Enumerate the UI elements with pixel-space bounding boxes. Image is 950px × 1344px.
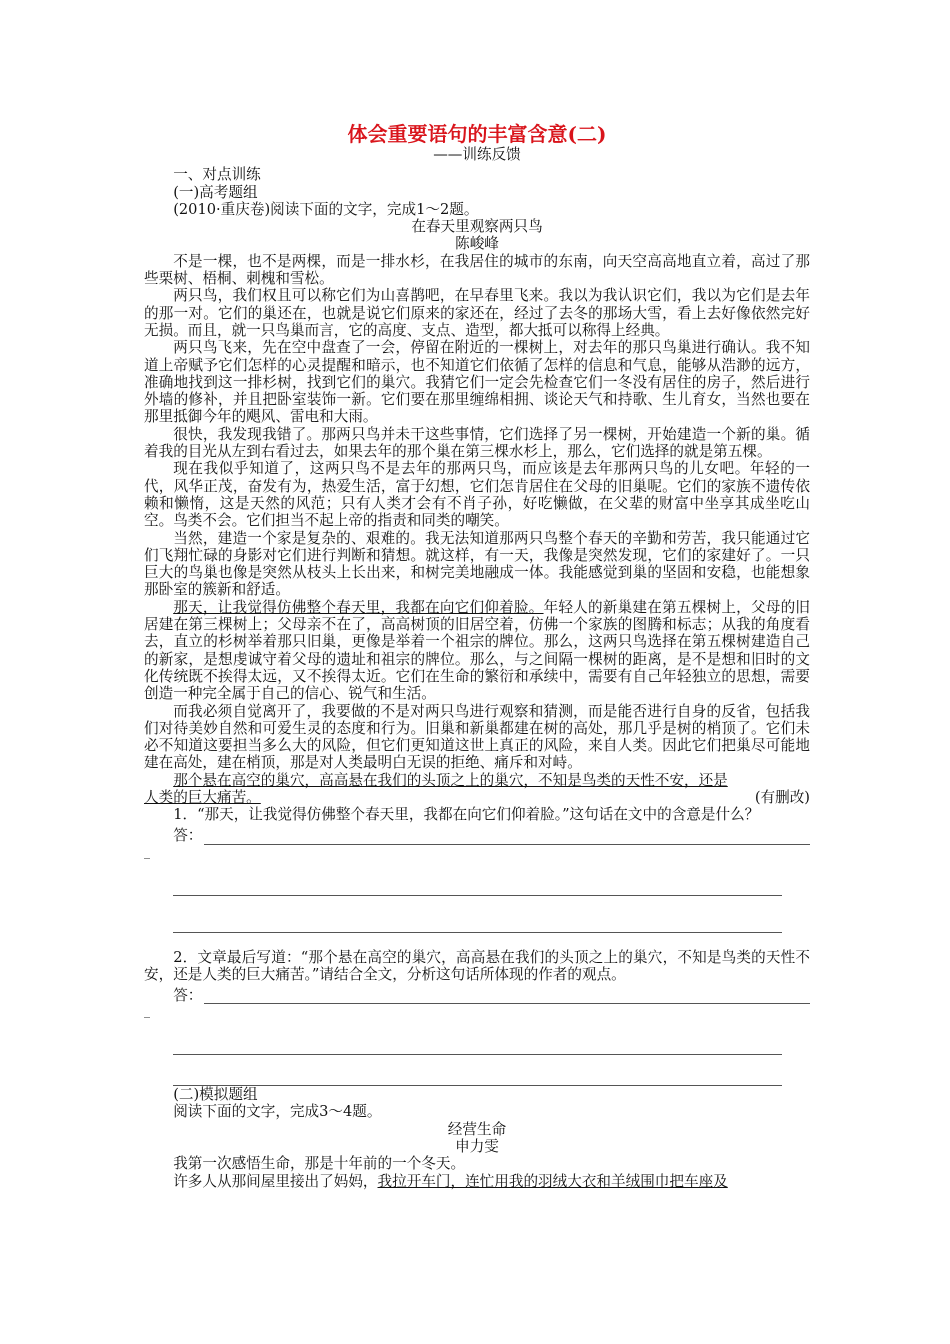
answer-line[interactable] — [173, 859, 782, 896]
answer-line[interactable] — [204, 991, 810, 1004]
underlined-sentence: 我拉开车门，连忙用我的羽绒大衣和羊绒围巾把车座及 — [377, 1172, 728, 1190]
article2-paragraph: 我第一次感悟生命，那是十年前的一个冬天。 — [173, 1155, 466, 1173]
answer-row-2 — [144, 983, 810, 1004]
dash-mark: _ — [144, 1004, 150, 1019]
reading-instruction-2: 阅读下面的文字，完成3～4题。 — [173, 1103, 382, 1121]
page-subtitle: ——训练反馈 — [433, 146, 521, 163]
article1-paragraph: 两只鸟，我们权且可以称它们为山喜鹊吧，在早春里飞来。我以为我认识它们，我以为它们是去年的那一对。它们的巢还在，也就是说它们原来的家还在，经过了去冬的那场大雪，看上去好像依然完好无损。而且，就一只鸟巢而言，它的高度、支点、造型，都大抵可以称得上经典。 — [144, 287, 810, 339]
answer-label: 答： — [173, 827, 203, 845]
article-title-1: 在春天里观察两只鸟 — [411, 218, 543, 236]
underlined-sentence: 那天，让我觉得仿佛整个春天里，我都在向它们仰着脸。 — [173, 598, 544, 616]
answer-row-1 — [144, 824, 810, 845]
article-author-1: 陈峻峰 — [455, 235, 499, 253]
article1-paragraph — [144, 599, 810, 703]
question-2: 2．文章最后写道：“那个悬在高空的巢穴，高高悬在我们的头顶之上的巢穴，不知是鸟类的天性不安，还是人类的巨大痛苦。”请结合全文，分析这句话所体现的作者的观点。 — [144, 948, 810, 983]
answer-line[interactable] — [173, 1055, 782, 1086]
underlined-sentence: 那个悬在高空的巢穴，高高悬在我们的头顶之上的巢穴，不知是鸟类的天性不安，还是 — [173, 771, 728, 789]
article1-paragraph: 当然，建造一个家是复杂的、艰难的。我无法知道那两只鸟整个春天的辛勤和劳苦，我只能通过它们飞翔忙碌的身影对它们进行判断和猜想。就这样，有一天，我像是突然发现，它们的家建好了。一只巨大的鸟巢也像是突然从枝头上长出来，和树完美地融成一体。我能感觉到巢的坚固和安稳，也能想象那卧室的簇新和舒适。 — [144, 529, 810, 599]
article1-final-line — [144, 789, 810, 806]
question-1: 1．“那天，让我觉得仿佛整个春天里，我都在向它们仰着脸。”这句话在文中的含意是什么？ — [173, 806, 760, 824]
article1-paragraph: 而我必须自觉离开了，我要做的不是对两只鸟进行观察和猜测，而是能否进行自身的反省，包括我们对待美妙自然和可爱生灵的态度和行为。旧巢和新巢都建在树的高处，那几乎是树的梢顶了。它们未必不知道这要担当多么大的风险，但它们更知道这世上真正的风险，来自人类。因此它们把巢尽可能地建在高处，建在梢顶，那是对人类最明白无误的拒绝、痛斥和对峙。 — [144, 702, 810, 772]
answer-line[interactable] — [173, 1018, 782, 1055]
article-title-2: 经营生命 — [447, 1120, 507, 1138]
group-heading-2: (二)模拟题组 — [173, 1086, 258, 1104]
article1-paragraph: 两只鸟飞来，先在空中盘查了一会，停留在附近的一棵树上，对去年的那只鸟巢进行确认。我不知道上帝赋予它们怎样的心灵提醒和暗示，也不知道它们依循了怎样的信息和气息，能够从浩渺的远方，准确地找到这一排杉树，找到它们的巢穴。我猜它们一定会先检查它们一冬没有居住的房子，然后进行外墙的修补，并且把卧室装饰一新。它们要在那里缠绵相拥、谈论天气和持歌、生儿育女，当然也要在那里抵御今年的飓风、雷电和大雨。 — [144, 339, 810, 426]
article1-final-paragraph — [144, 772, 810, 789]
source-note: (有删改) — [754, 788, 810, 806]
document-content — [144, 122, 810, 1190]
section-heading: 一、对点训练 — [173, 166, 261, 184]
underlined-sentence: 人类的巨大痛苦。 — [144, 788, 261, 806]
answer-label: 答： — [173, 986, 203, 1004]
article1-paragraph: 很快，我发现我错了。那两只鸟并未干这些事情，它们选择了另一棵树，开始建造一个新的巢。循着我的目光从左到右看过去，如果去年的那个巢在第三棵水杉上，那么，它们选择的就是第五棵。 — [144, 425, 810, 461]
answer-line[interactable] — [204, 832, 810, 845]
paragraph-text: 许多人从那间屋里接出了妈妈， — [173, 1172, 378, 1190]
reading-instruction-1: (2010·重庆卷)阅读下面的文字，完成1～2题。 — [173, 200, 479, 218]
group-heading-1: (一)高考题组 — [173, 183, 258, 201]
article1-paragraph: 现在我似乎知道了，这两只鸟不是去年的那两只鸟，而应该是去年那两只鸟的儿女吧。年轻的一代，风华正茂，奋发有为，热爱生活，富于幻想，它们怎肯居住在父母的旧巢呢。它们的家族不遗传依赖和懒惰，这是天然的风范；只有人类才会有不肖子孙，好吃懒做，在父辈的财富中坐享其成坐吃山空。鸟类不会。它们担当不起上帝的指责和同类的嘲笑。 — [144, 460, 810, 530]
article1-paragraph: 不是一棵，也不是两棵，而是一排水杉，在我居住的城市的东南，向天空高高地直立着，高过了那些栗树、梧桐、刺槐和雪松。 — [144, 252, 810, 288]
paragraph-text: 年轻人的新巢建在第五棵树上，父母的旧居建在第三棵树上；父母亲不在了，高高树顶的旧居空着，仿佛一个家族的图腾和标志；从我的角度看去，直立的杉树举着那只旧巢，更像是举着一个祖宗的牌位。那么，这两只鸟选择在第五棵树建造自己的新家，是想虔诚守着父母的遗址和祖宗的牌位。那么，与之间隔一棵树的距离，是不是想和旧时的文化传统既不挨得太远，又不挨得太近。它们在生命的繁衍和承续中，需要有自己年轻独立的思想，需要创造一种完全属于自己的信心、锐气和生活。 — [144, 598, 810, 703]
article2-paragraph — [144, 1173, 810, 1190]
article-author-2: 申力雯 — [455, 1138, 499, 1156]
dash-mark: _ — [144, 844, 150, 859]
answer-line[interactable] — [173, 896, 782, 933]
page-title: 体会重要语句的丰富含意(二) — [347, 122, 607, 146]
